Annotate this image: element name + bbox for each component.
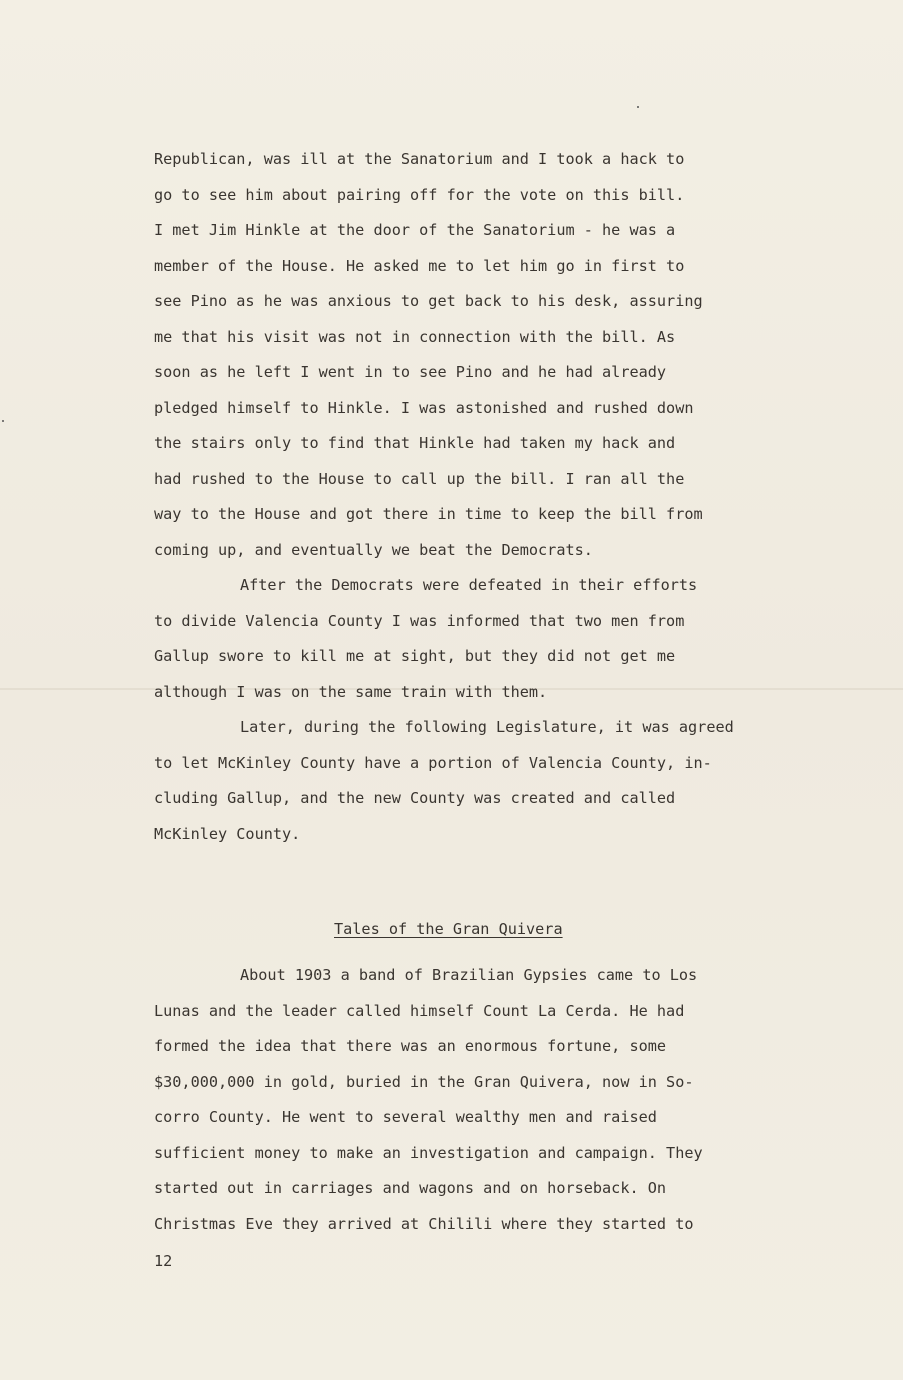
text-line: to let McKinley County have a portion of Valencia County, in- (154, 753, 712, 772)
page-number: 12 (154, 1252, 173, 1270)
section-heading-block (154, 852, 854, 958)
text-line: started out in carriages and wagons and on horseback. On (154, 1179, 667, 1197)
text-line: corro County. He went to several wealthy men and raised (154, 1108, 657, 1126)
text-line: coming up, and eventually we beat the Democrats. (154, 540, 593, 559)
text-line: Gallup swore to kill me at sight, but they did not get me (154, 647, 676, 665)
text-line: cluding Gallup, and the new County was created and called (154, 789, 676, 807)
paragraph-democrats-defeated (154, 568, 854, 710)
text-line: I met Jim Hinkle at the door of the Sanatorium - he was a (154, 221, 676, 239)
text-line: $30,000,000 in gold, buried in the Gran Quivera, now in So- (154, 1072, 694, 1091)
section-heading: Tales of the Gran Quivera (334, 920, 563, 938)
text-line: pledged himself to Hinkle. I was astonished and rushed down (154, 398, 694, 417)
paper-speck (2, 420, 4, 422)
paragraph-gran-quivera (154, 958, 854, 1242)
text-line: About 1903 a band of Brazilian Gypsies came to Los (240, 966, 698, 984)
text-line: Republican, was ill at the Sanatorium and I took a hack to (154, 150, 685, 168)
text-line: to divide Valencia County I was informed that two men from (154, 611, 685, 630)
paragraph-mckinley-county (154, 710, 854, 852)
text-line: formed the idea that there was an enormous fortune, some (154, 1037, 667, 1055)
text-line: soon as he left I went in to see Pino and he had already (154, 363, 667, 381)
paper-speck (637, 106, 639, 108)
typed-text-body (154, 142, 854, 1242)
text-line: see Pino as he was anxious to get back to his desk, assuring (154, 292, 703, 310)
text-line: sufficient money to make an investigation and campaign. They (154, 1143, 703, 1162)
text-line: McKinley County. (154, 824, 301, 843)
text-line: me that his visit was not in connection with the bill. As (154, 327, 676, 346)
text-line: Christmas Eve they arrived at Chilili where they started to (154, 1214, 694, 1233)
text-line: member of the House. He asked me to let him go in first to (154, 256, 685, 275)
text-line: the stairs only to find that Hinkle had taken my hack and (154, 434, 676, 452)
text-line: After the Democrats were defeated in their efforts (240, 576, 698, 594)
text-line: had rushed to the House to call up the bill. I ran all the (154, 469, 685, 488)
text-line: although I was on the same train with them. (154, 682, 548, 701)
text-line: Later, during the following Legislature, it was agreed (240, 718, 734, 736)
paragraph-republican (154, 142, 854, 568)
text-line: way to the House and got there in time to keep the bill from (154, 505, 703, 523)
text-line: go to see him about pairing off for the vote on this bill. (154, 185, 685, 204)
text-line: Lunas and the leader called himself Count La Cerda. He had (154, 1001, 685, 1020)
